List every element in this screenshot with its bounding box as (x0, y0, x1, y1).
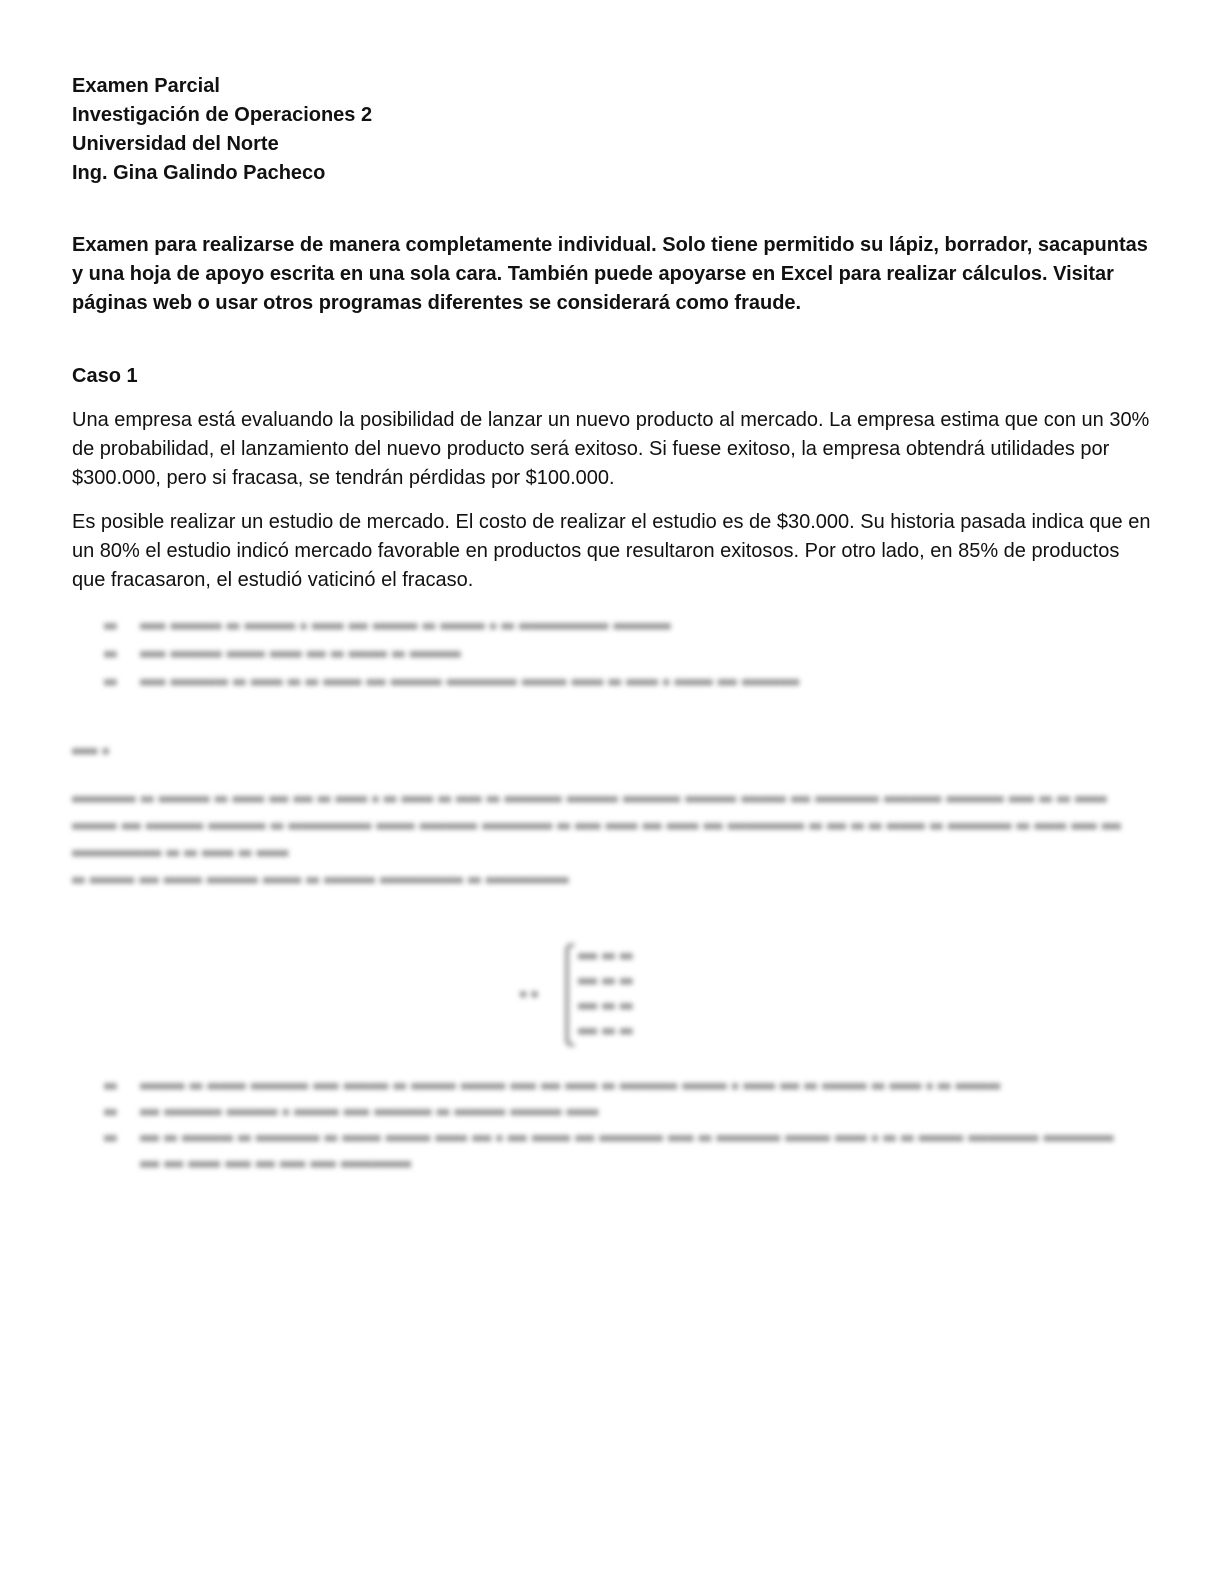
course-name: Investigación de Operaciones 2 (72, 104, 373, 126)
university-name: Universidad del Norte (72, 133, 279, 155)
case2-questions-blurred: ▪▪ ▪▪▪▪▪▪▪ ▪▪ ▪▪▪▪▪▪ ▪▪▪▪▪▪▪▪▪ ▪▪▪▪ ▪▪▪▪▪▪▪ ▪▪ ▪▪▪▪▪▪▪ ▪▪▪▪▪▪▪ ▪▪▪▪ ▪▪▪ ▪▪▪▪▪ ▪▪ ▪▪▪▪▪▪▪▪▪ ▪▪▪▪▪▪▪ ▪ ▪▪▪▪▪ ▪▪▪ ▪▪ ▪▪▪▪▪▪▪ ▪▪ ▪▪▪▪▪ ▪ ▪▪ ▪▪▪▪▪▪▪ ▪▪ ▪▪▪ ▪▪▪▪▪▪▪▪▪ ▪▪▪▪▪▪▪▪ ▪ ▪▪▪▪▪▪▪ ▪▪▪▪ ▪▪▪▪▪▪▪▪▪ ▪▪ ▪▪▪▪▪▪▪▪ ▪▪▪▪▪▪▪▪ ▪▪▪▪▪ ▪▪ ▪▪▪ ▪▪ ▪▪▪▪▪▪▪▪ ▪▪ ▪▪▪▪▪▪▪▪▪▪ ▪▪ ▪▪▪▪▪▪ ▪▪▪▪▪▪▪ ▪▪▪▪▪ ▪▪▪ ▪ ▪▪▪ ▪▪▪▪▪▪ ▪▪▪ ▪▪▪▪▪▪▪▪▪▪ ▪▪▪▪ ▪▪ ▪▪▪▪▪▪▪▪▪▪ ▪▪▪▪▪▪▪ ▪▪▪▪▪ ▪ ▪▪ ▪▪ ▪▪▪▪▪▪▪ ▪▪▪▪▪▪▪▪▪▪▪ ▪▪▪▪▪▪▪▪▪▪▪ ▪▪▪ ▪▪▪ ▪▪▪▪▪ ▪▪▪▪ ▪▪▪ ▪▪▪▪ ▪▪▪▪ ▪▪▪▪▪▪▪▪▪▪▪ (104, 1076, 1114, 1174)
case1-title: Caso 1 (72, 365, 138, 387)
case2-body-blurred: ▪▪▪▪▪▪▪▪▪▪ ▪▪ ▪▪▪▪▪▪▪▪ ▪▪ ▪▪▪▪▪ ▪▪▪ ▪▪▪ ▪▪ ▪▪▪▪▪ ▪ ▪▪ ▪▪▪▪▪ ▪▪ ▪▪▪▪ ▪▪ ▪▪▪▪▪▪▪▪▪ ▪▪▪▪▪▪▪▪ ▪▪▪▪▪▪▪▪▪ ▪▪▪▪▪▪▪▪ ▪▪▪▪▪▪▪ ▪▪▪ ▪▪▪▪▪▪▪▪▪▪ ▪▪▪▪▪▪▪▪▪ ▪▪▪▪▪▪▪▪▪ ▪▪▪▪ ▪▪ ▪▪ ▪▪▪▪▪ ▪▪▪▪▪▪▪ ▪▪▪ ▪▪▪▪▪▪▪▪▪ ▪▪▪▪▪▪▪▪▪ ▪▪ ▪▪▪▪▪▪▪▪▪▪▪▪▪ ▪▪▪▪▪▪ ▪▪▪▪▪▪▪▪▪ ▪▪▪▪▪▪▪▪▪▪▪ ▪▪ ▪▪▪▪ ▪▪▪▪▪ ▪▪▪ ▪▪▪▪▪ ▪▪▪ ▪▪▪▪▪▪▪▪▪▪▪▪ ▪▪ ▪▪▪ ▪▪ ▪▪ ▪▪▪▪▪▪ ▪▪ ▪▪▪▪▪▪▪▪▪▪ ▪▪ ▪▪▪▪▪ ▪▪▪▪ ▪▪▪ ▪▪▪▪▪▪▪▪▪▪▪▪▪▪ ▪▪ ▪▪ ▪▪▪▪▪ ▪▪ ▪▪▪▪▪ ▪▪ ▪▪▪▪▪▪▪ ▪▪▪ ▪▪▪▪▪▪ ▪▪▪▪▪▪▪▪ ▪▪▪▪▪▪ ▪▪ ▪▪▪▪▪▪▪▪ ▪▪▪▪▪▪▪▪▪▪▪▪▪ ▪▪ ▪▪▪▪▪▪▪▪▪▪▪▪▪ (72, 789, 1121, 890)
demand-distribution-formula-blurred: ▪ ▪ ▪▪▪ ▪▪ ▪▪ ▪▪▪ ▪▪ ▪▪ ▪▪▪ ▪▪ ▪▪ ▪▪▪ ▪▪ ▪▪ (520, 944, 710, 1044)
instructor-name: Ing. Gina Galindo Pacheco (72, 162, 326, 184)
case1-questions-blurred: ▪▪ ▪▪▪▪ ▪▪▪▪▪▪▪▪ ▪▪ ▪▪▪▪▪▪▪▪ ▪ ▪▪▪▪▪ ▪▪▪ ▪▪▪▪▪▪▪ ▪▪ ▪▪▪▪▪▪▪ ▪ ▪▪ ▪▪▪▪▪▪▪▪▪▪▪▪▪▪ ▪▪▪▪▪▪▪▪▪ ▪▪ ▪▪▪▪ ▪▪▪▪▪▪▪▪ ▪▪▪▪▪▪ ▪▪▪▪▪ ▪▪▪ ▪▪ ▪▪▪▪▪▪ ▪▪ ▪▪▪▪▪▪▪▪ ▪▪ ▪▪▪▪ ▪▪▪▪▪▪▪▪▪ ▪▪ ▪▪▪▪▪ ▪▪ ▪▪ ▪▪▪▪▪▪ ▪▪▪ ▪▪▪▪▪▪▪▪ ▪▪▪▪▪▪▪▪▪▪▪ ▪▪▪▪▪▪▪ ▪▪▪▪▪ ▪▪ ▪▪▪▪▪ ▪ ▪▪▪▪▪▪ ▪▪▪ ▪▪▪▪▪▪▪▪▪ (104, 616, 800, 692)
case1-paragraph-2: Es posible realizar un estudio de mercado. El costo de realizar el estudio es de $30.000. Su historia pasada indica que en un 80% el estudio indicó mercado favorable en productos que resultaron exitosos. Por otro lado, en 85% de productos que fracasaron, el estudió vaticinó el fracaso. (72, 511, 1151, 591)
case1-paragraph-1: Una empresa está evaluando la posibilidad de lanzar un nuevo producto al mercado. La empresa estima que con un 30% de probabilidad, el lanzamiento del nuevo producto será exitoso. Si fuese exitoso, la empresa obtendrá utilidades por $300.000, pero si fracasa, se tendrán pérdidas por $100.000. (72, 409, 1150, 489)
exam-header (72, 72, 372, 188)
exam-title: Examen Parcial (72, 75, 220, 97)
case2-title-blurred: ▪▪▪▪ ▪ (72, 741, 109, 761)
exam-instructions: Examen para realizarse de manera completamente individual. Solo tiene permitido su lápiz, borrador, sacapuntas y una hoja de apoyo escrita en una sola cara. También puede apoyarse en Excel para realizar cálculos. Visitar páginas web o usar otros programas diferentes se considerará como fraude. (72, 234, 1148, 314)
